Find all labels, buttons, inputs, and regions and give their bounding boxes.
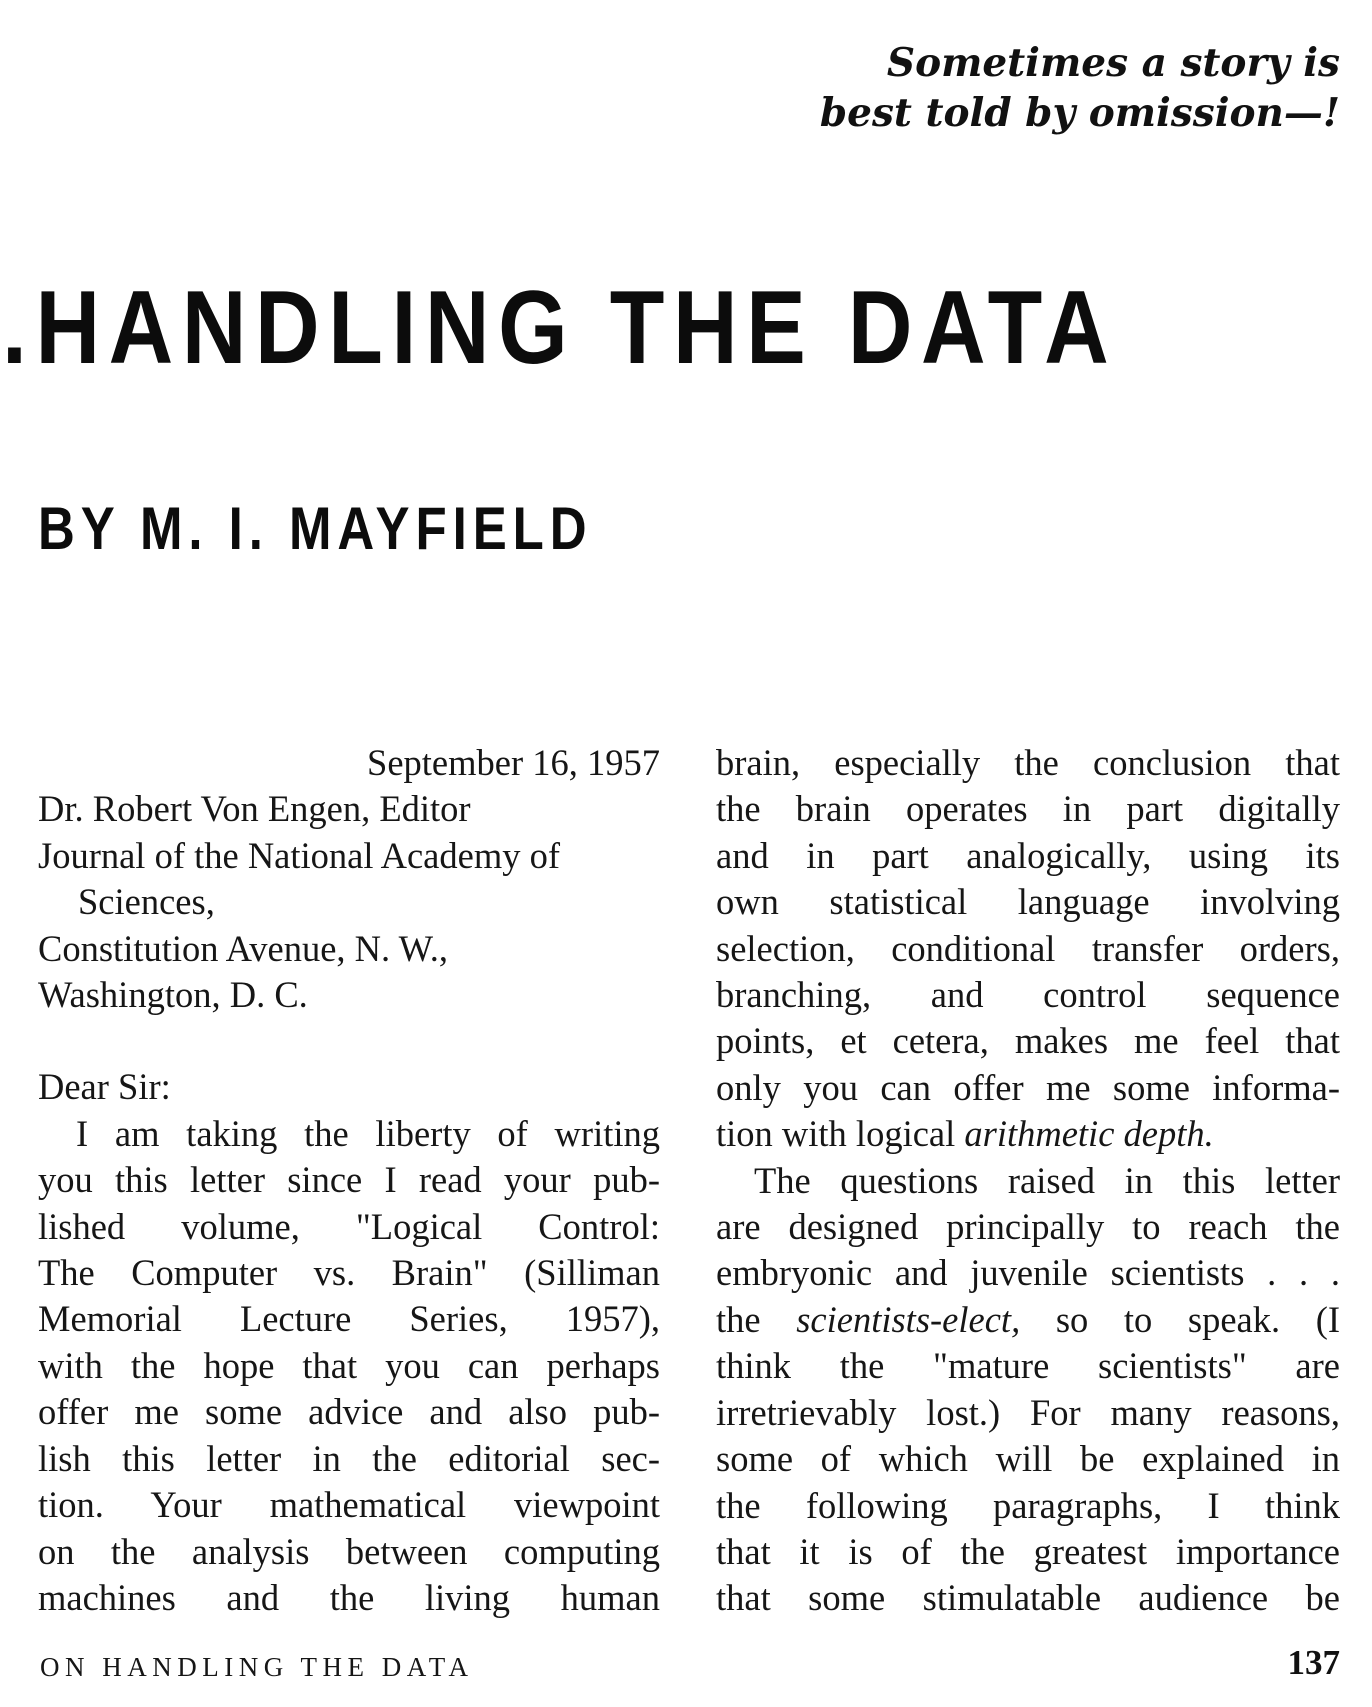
body-line: lish this letter in the editorial sec-	[38, 1437, 660, 1479]
emphasis-text: scientists-elect,	[796, 1298, 1021, 1340]
running-title: ON HANDLING THE DATA	[40, 1652, 474, 1682]
body-line: branching, and control sequence	[716, 974, 1340, 1016]
body-line: are designed principally to reach the	[716, 1206, 1340, 1248]
left-column	[38, 740, 660, 1621]
page-number: 137	[1287, 1643, 1340, 1682]
spacer	[38, 1018, 660, 1064]
body-line: on the analysis between computing	[38, 1530, 660, 1572]
body-line: I am taking the liberty of writing	[76, 1112, 660, 1154]
article-title: .HANDLING THE DATA	[2, 270, 1118, 386]
body-line: you this letter since I read your pub-	[38, 1159, 660, 1201]
body-line: Memorial Lecture Series, 1957),	[38, 1298, 660, 1340]
body-line: with the hope that you can perhaps	[38, 1344, 660, 1386]
body-line: think the "mature scientists" are	[716, 1345, 1340, 1387]
body-line: lished volume, "Logical Control:	[38, 1205, 660, 1247]
body-line: offer me some advice and also pub-	[38, 1391, 660, 1433]
body-line	[716, 1111, 1340, 1157]
salutation: Dear Sir:	[38, 1066, 171, 1108]
body-line: and in part analogically, using its	[716, 834, 1340, 876]
tagline-line-2: best told by omission—!	[819, 90, 1340, 136]
body-line: embryonic and juvenile scientists . . .	[716, 1252, 1340, 1294]
body-line: tion. Your mathematical viewpoint	[38, 1484, 660, 1526]
body-line: own statistical language involving	[716, 881, 1340, 923]
body-line: the brain operates in part digitally	[716, 788, 1340, 830]
body-line: brain, especially the conclusion that	[716, 742, 1340, 783]
body-line: selection, conditional transfer orders,	[716, 927, 1340, 969]
right-column	[716, 740, 1340, 1622]
body-text: so to speak. (I	[1055, 1298, 1341, 1340]
body-line: The Computer vs. Brain" (Silliman	[38, 1252, 660, 1294]
body-text: tion with logical	[716, 1113, 956, 1155]
body-line: only you can offer me some informa-	[716, 1066, 1340, 1108]
body-line: The questions raised in this letter	[754, 1159, 1340, 1201]
tagline-line-1: Sometimes a story is	[886, 40, 1340, 86]
byline: BY M. I. MAYFIELD	[38, 495, 593, 562]
address-line: Journal of the National Academy of	[38, 834, 560, 876]
body-line: the following paragraphs, I think	[716, 1484, 1340, 1526]
body-line: some of which will be explained in	[716, 1438, 1340, 1480]
body-line: points, et cetera, makes me feel that	[716, 1020, 1340, 1062]
address-line: Sciences,	[78, 881, 215, 923]
address-line: Dr. Robert Von Engen, Editor	[38, 788, 471, 830]
body-line: that it is of the greatest importance	[716, 1530, 1340, 1572]
body-line: machines and the living human	[38, 1576, 660, 1618]
emphasis-text: arithmetic depth.	[964, 1113, 1214, 1155]
address-line: Constitution Avenue, N. W.,	[38, 927, 448, 969]
tagline	[820, 38, 1340, 138]
address-line: Washington, D. C.	[38, 974, 308, 1016]
body-text: the	[716, 1298, 761, 1340]
letter-date: September 16, 1957	[367, 742, 660, 783]
body-line	[716, 1297, 1340, 1343]
body-line: that some stimulatable audience be	[716, 1577, 1340, 1619]
body-line: irretrievably lost.) For many reasons,	[716, 1391, 1340, 1433]
